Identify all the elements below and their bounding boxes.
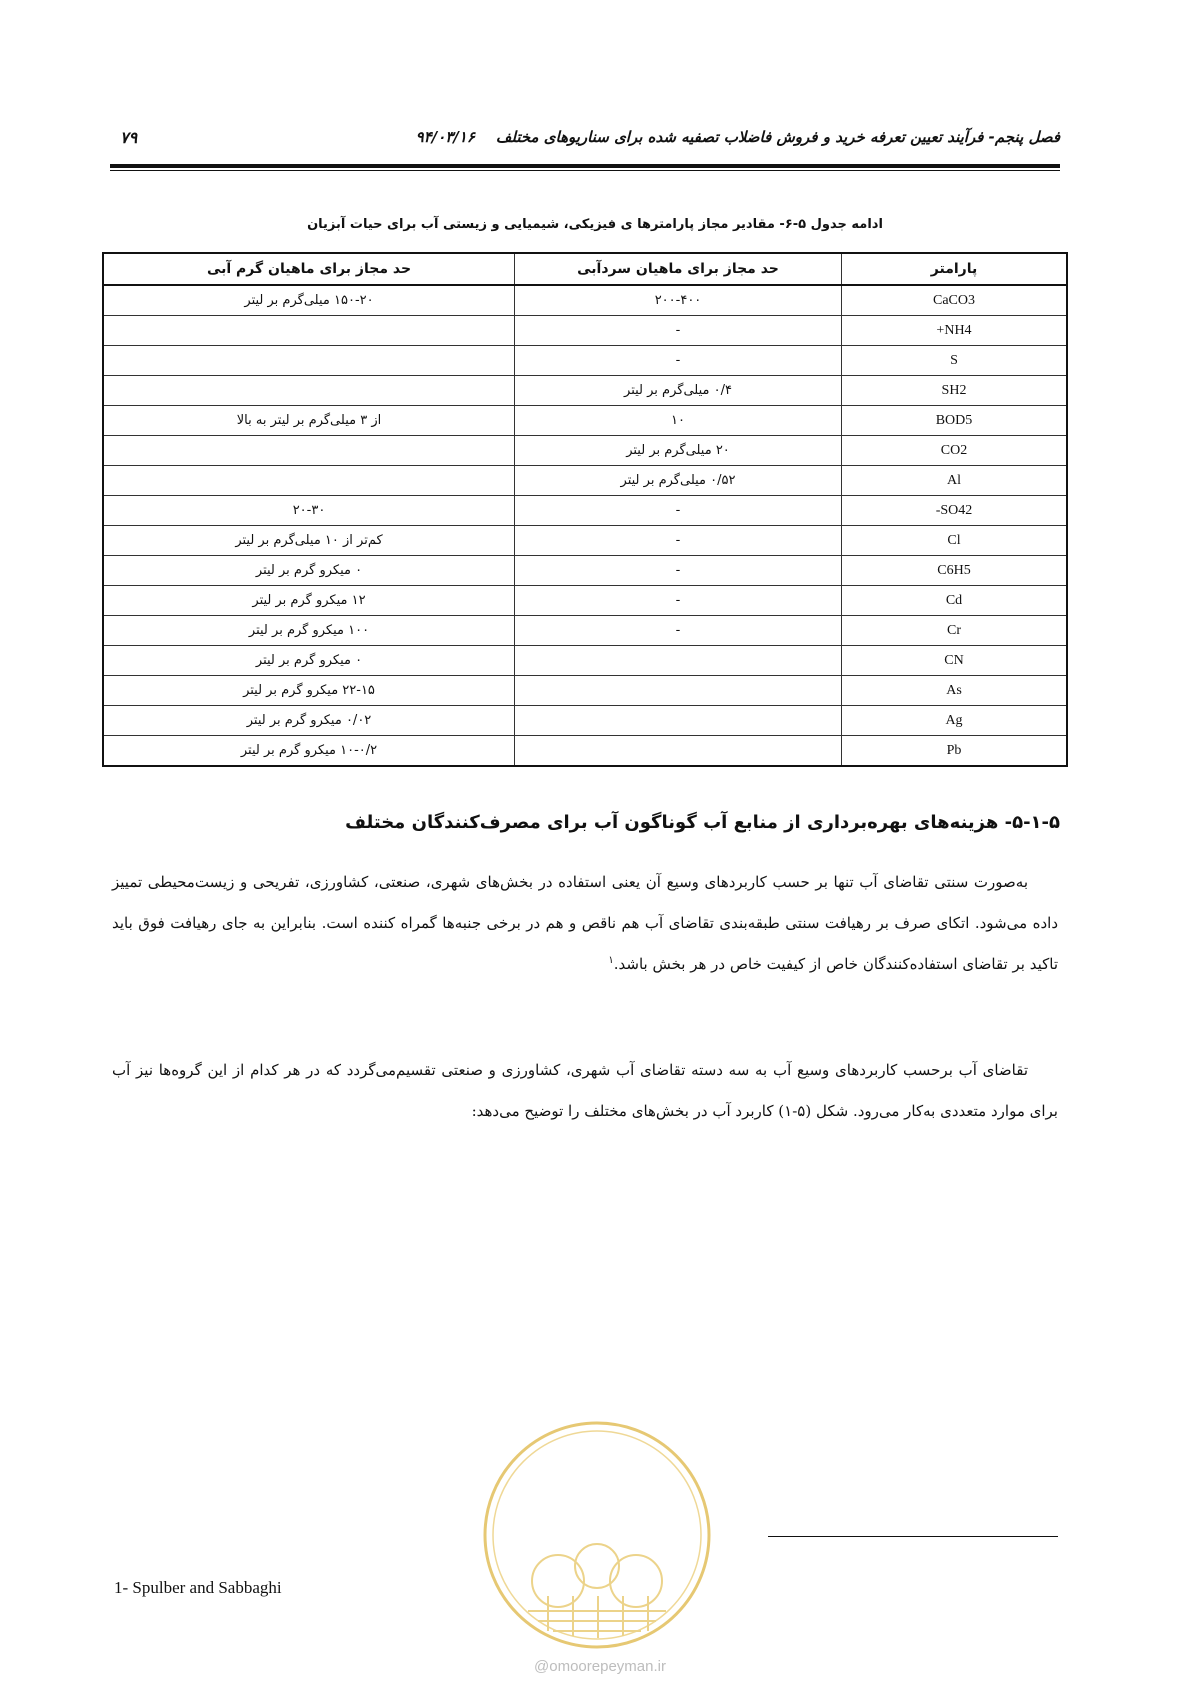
- table-row: [103, 466, 1067, 496]
- cell-parameter: SH2: [842, 376, 1068, 406]
- table-row: [103, 586, 1067, 616]
- cell-parameter: Ag: [842, 706, 1068, 736]
- cell-parameter: CaCO3: [842, 285, 1068, 316]
- cell-parameter: S: [842, 346, 1068, 376]
- cell-cold-water: -: [515, 346, 842, 376]
- table-row: [103, 346, 1067, 376]
- cell-cold-water: [515, 736, 842, 767]
- cell-cold-water: -: [515, 586, 842, 616]
- cell-cold-water: ۲۰۰-۴۰۰: [515, 285, 842, 316]
- paragraph-1: [112, 862, 1058, 985]
- header-rule-thick: [110, 164, 1060, 168]
- cell-warm-water: ۱۰-۰/۲ میکرو گرم بر لیتر: [103, 736, 515, 767]
- cell-parameter: NH4+: [842, 316, 1068, 346]
- section-heading: ۵-۱-۵- هزینه‌های بهره‌برداری از منابع آب گوناگون آب برای مصرف‌کنندگان مختلف: [345, 812, 1060, 833]
- watermark-url: @omoorepeyman.ir: [534, 1658, 666, 1675]
- cell-parameter: As: [842, 676, 1068, 706]
- cell-parameter: Cl: [842, 526, 1068, 556]
- cell-cold-water: [515, 646, 842, 676]
- watermark-logo: [478, 1416, 716, 1654]
- table-row: [103, 496, 1067, 526]
- table-header-row: [103, 253, 1067, 285]
- cell-cold-water: -: [515, 526, 842, 556]
- table-row: [103, 646, 1067, 676]
- cell-warm-water: ۰/۰۲ میکرو گرم بر لیتر: [103, 706, 515, 736]
- table-row: [103, 736, 1067, 767]
- table-row: [103, 676, 1067, 706]
- water-parameters-table: [102, 252, 1068, 767]
- cell-parameter: Pb: [842, 736, 1068, 767]
- table-row: [103, 376, 1067, 406]
- paragraph-2: تقاضای آب برحسب کاربردهای وسیع آب به سه دسته تقاضای آب شهری، کشاورزی و صنعتی تقسیم‌می‌گردد که در هر کدام از این گروه‌ها نیز آب برای موارد متعددی به‌کار می‌رود. شکل (۵-۱) کاربرد آب در بخش‌های مختلف را توضیح می‌دهد:: [112, 1061, 1058, 1120]
- cell-cold-water: -: [515, 556, 842, 586]
- cell-warm-water: [103, 316, 515, 346]
- cell-warm-water: [103, 376, 515, 406]
- cell-parameter: CO2: [842, 436, 1068, 466]
- cell-cold-water: ۰/۵۲ میلی‌گرم بر لیتر: [515, 466, 842, 496]
- cell-warm-water: ۰ میکرو گرم بر لیتر: [103, 646, 515, 676]
- table-body: [103, 285, 1067, 766]
- paragraph-1-text: به‌صورت سنتی تقاضای آب تنها بر حسب کاربردهای وسیع آن یعنی استفاده در بخش‌های شهری، صنعتی، کشاورزی، تفریحی و زیست‌محیطی تمییز داده می‌شود. اتکای صرف بر رهیافت سنتی طبقه‌بندی تقاضای آب هم ناقص و هم در برخی جنبه‌ها گمراه کننده است. بنابراین به جای رهیافت فوق باید تاکید بر تقاضای استفاده‌کنندگان خاص از کیفیت خاص در هر بخش باشد.: [112, 873, 1058, 973]
- cell-warm-water: از ۳ میلی‌گرم بر لیتر به بالا: [103, 406, 515, 436]
- table-row: [103, 526, 1067, 556]
- footnote-marker: ۱: [608, 955, 614, 966]
- chapter-title: فصل پنجم- فرآیند تعیین تعرفه خرید و فروش فاضلاب تصفیه شده برای سناریوهای مختلف: [495, 128, 1060, 146]
- cell-cold-water: -: [515, 496, 842, 526]
- cell-parameter: C6H5: [842, 556, 1068, 586]
- header-warm-water: حد مجاز برای ماهیان گرم آبی: [103, 253, 515, 285]
- watermark-seal-icon: [478, 1416, 716, 1654]
- cell-warm-water: ۱۰۰ میکرو گرم بر لیتر: [103, 616, 515, 646]
- cell-parameter: BOD5: [842, 406, 1068, 436]
- header-date: ۹۴/۰۳/۱۶: [415, 128, 475, 146]
- cell-warm-water: ۲۰-۳۰: [103, 496, 515, 526]
- table-caption: ادامه جدول ۵-۶- مقادیر مجاز پارامترها ی فیزیکی، شیمیایی و زیستی آب برای حیات آبزیان: [307, 217, 883, 232]
- page-header: [110, 128, 1060, 158]
- cell-warm-water: [103, 346, 515, 376]
- header-rule-thin: [110, 170, 1060, 171]
- cell-cold-water: -: [515, 616, 842, 646]
- cell-parameter: Cd: [842, 586, 1068, 616]
- cell-warm-water: [103, 466, 515, 496]
- table-row: [103, 406, 1067, 436]
- table-row: [103, 556, 1067, 586]
- cell-parameter: Al: [842, 466, 1068, 496]
- cell-warm-water: ۲۲-۱۵ میکرو گرم بر لیتر: [103, 676, 515, 706]
- cell-cold-water: [515, 706, 842, 736]
- header-cold-water: حد مجاز برای ماهیان سردآبی: [515, 253, 842, 285]
- table-row: [103, 436, 1067, 466]
- cell-warm-water: ۱۲ میکرو گرم بر لیتر: [103, 586, 515, 616]
- cell-cold-water: -: [515, 316, 842, 346]
- cell-warm-water: [103, 436, 515, 466]
- table-row: [103, 616, 1067, 646]
- table-row: [103, 316, 1067, 346]
- footnote: 1- Spulber and Sabbaghi: [114, 1578, 282, 1597]
- cell-parameter: SO42-: [842, 496, 1068, 526]
- cell-cold-water: ۰/۴ میلی‌گرم بر لیتر: [515, 376, 842, 406]
- page-number: ۷۹: [120, 128, 138, 147]
- table-row: [103, 706, 1067, 736]
- cell-warm-water: ۱۵۰-۲۰ میلی‌گرم بر لیتر: [103, 285, 515, 316]
- cell-warm-water: کم‌تر از ۱۰ میلی‌گرم بر لیتر: [103, 526, 515, 556]
- cell-warm-water: ۰ میکرو گرم بر لیتر: [103, 556, 515, 586]
- footnote-rule: [768, 1536, 1058, 1537]
- cell-parameter: CN: [842, 646, 1068, 676]
- cell-cold-water: ۱۰: [515, 406, 842, 436]
- header-parameter: پارامتر: [842, 253, 1068, 285]
- cell-cold-water: [515, 676, 842, 706]
- header-title: [416, 128, 1060, 146]
- cell-cold-water: ۲۰ میلی‌گرم بر لیتر: [515, 436, 842, 466]
- table-row: [103, 285, 1067, 316]
- cell-parameter: Cr: [842, 616, 1068, 646]
